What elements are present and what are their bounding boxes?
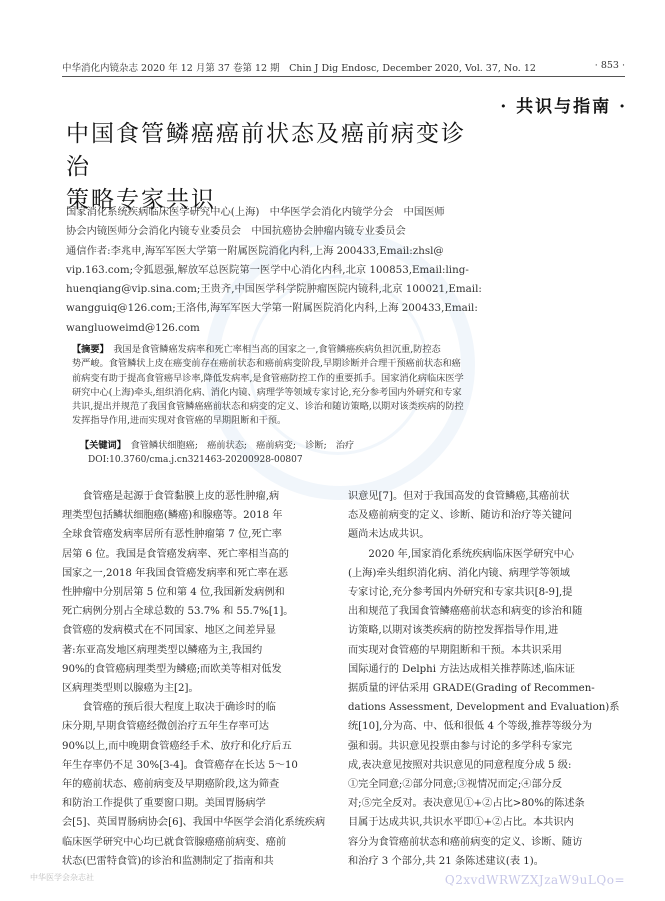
abstract-line: 【摘要】 我国是食管鳞癌发病率和死亡率相当高的国家之一,食管鳞癌疾病负担沉重,防控态 [72, 344, 441, 355]
body-line: 访策略,以期对该类疾病的防控发挥指导作用,进 [348, 625, 559, 637]
body-line: 国家之一,2018 年我国食管癌发病率和死亡率在恶 [62, 567, 288, 579]
keywords-text: 食管鳞状细胞癌; 癌前状态; 癌前病变; 诊断; 治疗 [130, 440, 355, 451]
body-line: 识意见[7]。但对于我国高发的食管鳞癌,其癌前状 [348, 491, 570, 502]
body-line: 著:东亚高发地区病理类型以鳞癌为主,我国约 [62, 644, 263, 656]
abstract [72, 343, 604, 429]
body-line: 和治疗 3 个部分,共 21 条陈述建议(表 1)。 [348, 855, 544, 867]
author-line: 通信作者:李兆申,海军军医大学第一附属医院消化内科,上海 200433,Email:zhsl@ [66, 244, 444, 257]
section-label: · 共识与指南 · [500, 97, 627, 117]
body-line: dations Assessment, Development and Evaluation)系 [348, 702, 620, 714]
abstract-line: 前病变有助于提高食管癌早诊率,降低发病率,是食管癌防控工作的重要抓手。国家消化病临床医学 [72, 372, 464, 384]
body-line: 床分期,早期食管癌经微创治疗五年生存率可达 [62, 721, 269, 733]
body-line: 90%的食管癌病理类型为鳞癌;而欧美等相对低发 [62, 663, 282, 675]
abstract-line: 发挥指导作用,进而实现对食管癌的早期阻断和干预。 [72, 415, 287, 427]
body-line: 年生存率仍不足 30%[3-4]。食管癌存在长达 5～10 [62, 759, 298, 771]
keywords-label: 【关键词】 [80, 440, 122, 451]
body-line: 居第 6 位。我国是食管癌发病率、死亡率相当高的 [62, 548, 289, 560]
body-column-right [348, 487, 620, 871]
running-header [62, 58, 625, 77]
body-line: 性肿瘤中分别居第 5 位和第 4 位,我国新发病例和 [62, 587, 285, 599]
body-line: 临床医学研究中心均已就食管腺癌癌前病变、癌前 [62, 836, 287, 848]
author-affiliations [66, 203, 606, 338]
body-line: 态及癌前病变的定义、诊断、随访和治疗等关键问 [348, 510, 573, 522]
title-line: 策略专家共识 [66, 187, 216, 213]
body-line: 食管癌的发病模式在不同国家、地区之间差异显 [62, 625, 276, 637]
body-line: 年的癌前状态、癌前病变及早期癌阶段,这为筛查 [62, 779, 280, 791]
author-line: wangguiq@126.com;王洛伟,海军军医大学第一附属医院消化内科,上海 200433,Email: [66, 302, 478, 315]
author-line: wangluoweimd@126.com [66, 321, 200, 334]
publisher-mark: 中华医学会杂志社 [30, 873, 94, 882]
author-line: vip.163.com;令狐恩强,解放军总医院第一医学中心消化内科,北京 100853,Email:ling- [66, 263, 469, 276]
body-line: 和防治工作提供了重要窗口期。美国胃肠病学 [62, 798, 266, 810]
body-column-left [62, 487, 334, 871]
body-line: 90%以上,而中晚期食管癌经手术、放疗和化疗后五 [62, 740, 292, 752]
body-line: 容分为食管癌前状态和癌前病变的定义、诊断、随访 [348, 836, 583, 848]
watermark-code: Q2xvdWRWZXJzaW9uLQo= [444, 873, 625, 887]
body-line: 会[5]、英国胃肠病协会[6]、我国中华医学会消化系统疾病 [62, 817, 326, 829]
body-line: 食管癌的预后很大程度上取决于确诊时的临 [62, 702, 276, 714]
author-line: huenqiang@vip.sina.com;王贵齐,中国医学科学院肿瘤医院内镜科,北京 100021,Email: [66, 283, 482, 296]
body-line: 专家讨论,充分参考国内外研究和专家共识[8-9],提 [348, 587, 573, 599]
body-line: 对;⑤完全反对。表决意见①+②占比>80%的陈述条 [348, 798, 585, 810]
body-line: 题尚未达成共识。 [348, 529, 430, 541]
body-line: 死亡病例分别占全球总数的 53.7% 和 55.7%[1]。 [62, 606, 294, 618]
body-line: 国际通行的 Delphi 方法达成相关推荐陈述,临床证 [348, 663, 575, 675]
abstract-line: 势严峻。食管鳞状上皮在癌变前存在癌前状态和癌前病变阶段,早期诊断并合理干预癌前状态和癌 [72, 358, 461, 370]
title-line: 中国食管鳞癌癌前状态及癌前病变诊治 [66, 121, 466, 180]
body-line: ①完全同意;②部分同意;③视情况而定;④部分反 [348, 779, 563, 791]
author-line: 国家消化系统疾病临床医学研究中心(上海) 中华医学会消化内镜学分会 中国医师 [66, 206, 445, 218]
author-line: 协会内镜医师分会消化内镜专业委员会 中国抗癌协会肿瘤内镜专业委员会 [66, 225, 406, 238]
body-line: 成,表决意见按照对共识意见的同意程度分成 5 级: [348, 759, 572, 771]
journal-citation: 中华消化内镜杂志 2020 年 12 月第 37 卷第 12 期 Chin J Dig Endosc, December 2020, Vol. 37, No. 12 [62, 63, 536, 74]
body-line: 出和规范了我国食管鳞癌癌前状态和病变的诊治和随 [348, 606, 583, 618]
body-line: 食管癌是起源于食管黏膜上皮的恶性肿瘤,病 [62, 491, 280, 502]
keywords [80, 437, 354, 451]
body-line: (上海)牵头组织消化病、消化内镜、病理学等领域 [348, 567, 570, 579]
abstract-line: 研究中心(上海)牵头,组织消化病、消化内镜、病理学等领域专家讨论,充分参考国内外研究和专家 [72, 386, 462, 398]
body-line: 统[10],分为高、中、低和很低 4 个等级,推荐等级分为 [348, 721, 593, 733]
body-line: 2020 年,国家消化系统疾病临床医学研究中心 [348, 548, 574, 560]
abstract-line: 共识,提出并规范了我国食管鳞癌癌前状态和病变的定义、诊治和随访策略,以期对该类疾病的防控 [72, 401, 464, 413]
body-line: 强和弱。共识意见投票由参与讨论的多学科专家完 [348, 740, 573, 752]
body-line: 区病理类型则以腺癌为主[2]。 [62, 683, 199, 695]
body-line: 目属于达成共识,共识水平即①+②占比。本共识内 [348, 817, 574, 829]
body-line: 全球食管癌发病率居所有恶性肿瘤第 7 位,死亡率 [62, 529, 282, 541]
abstract-label: 【摘要】 [72, 344, 105, 355]
body-line: 据质量的评估采用 GRADE(Grading of Recommen- [348, 683, 595, 695]
doi[interactable]: DOI:10.3760/cma.j.cn321463-20200928-00807 [88, 455, 303, 465]
body-line: 状态(巴雷特食管)的诊治和监测制定了指南和共 [62, 855, 274, 867]
body-line: 理类型包括鳞状细胞癌(鳞癌)和腺癌等。2018 年 [62, 510, 283, 522]
body-line: 而实现对食管癌的早期阻断和干预。本共识采用 [348, 644, 562, 656]
page-number: · 853 · [594, 60, 625, 71]
